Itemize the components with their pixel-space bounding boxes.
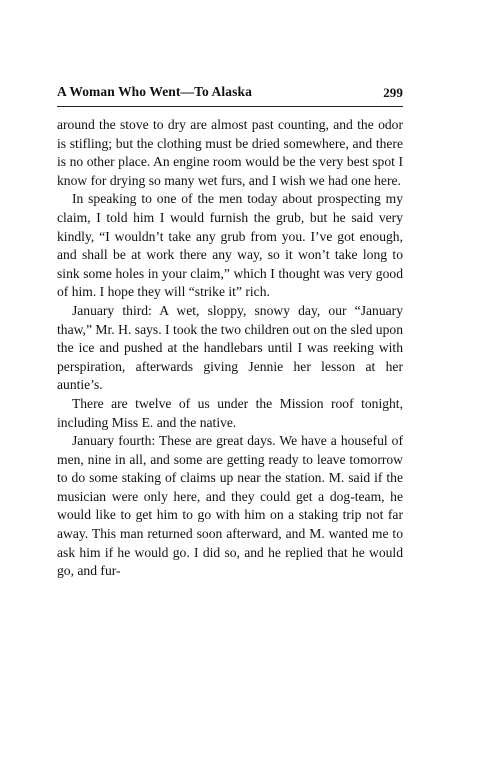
paragraph-continued: around the stove to dry are almost past counting, and the odor is stifling; but the clothing must be dried somewhere, and there is no other place. An engine room would be the very best spot I know for drying so many wet furs, and I wish we had one here. (57, 117, 403, 188)
chapter-title: A Woman Who Went—To Alaska (57, 84, 252, 99)
page-number: 299 (383, 85, 403, 100)
book-page (57, 84, 403, 581)
paragraph-prospecting: In speaking to one of the men today about prospecting my claim, I told him I would furnish the grub, but he said very kindly, “I wouldn’t take any grub from you. I’ve got enough, and shall be at work there any way, so it won’t take long to sink some holes in your claim,” which I thought was very good of him. I hope they will “strike it” rich. (57, 191, 403, 300)
header-rule (57, 106, 403, 107)
paragraph-january-third: January third: A wet, sloppy, snowy day, our “January thaw,” Mr. H. says. I took the two children out on the sled upon the ice and pushed at the handlebars until I was reeking with perspiration, afterwards giving Jennie her lesson at her auntie’s. (57, 302, 403, 393)
running-head (57, 84, 403, 104)
paragraph-mission-roof: There are twelve of us under the Mission roof tonight, including Miss E. and the native. (57, 395, 403, 430)
paragraph-january-fourth: January fourth: These are great days. We have a houseful of men, nine in all, and some are getting ready to leave tomorrow to do some staking of claims up near the station. M. said if the musician were only here, and they could get a dog-team, he would like to get him to go with him on a staking trip not far away. This man returned soon afterward, and M. wanted me to ask him if he would go. I did so, and he replied that he would go, and fur- (57, 433, 403, 579)
body-text (57, 116, 403, 581)
